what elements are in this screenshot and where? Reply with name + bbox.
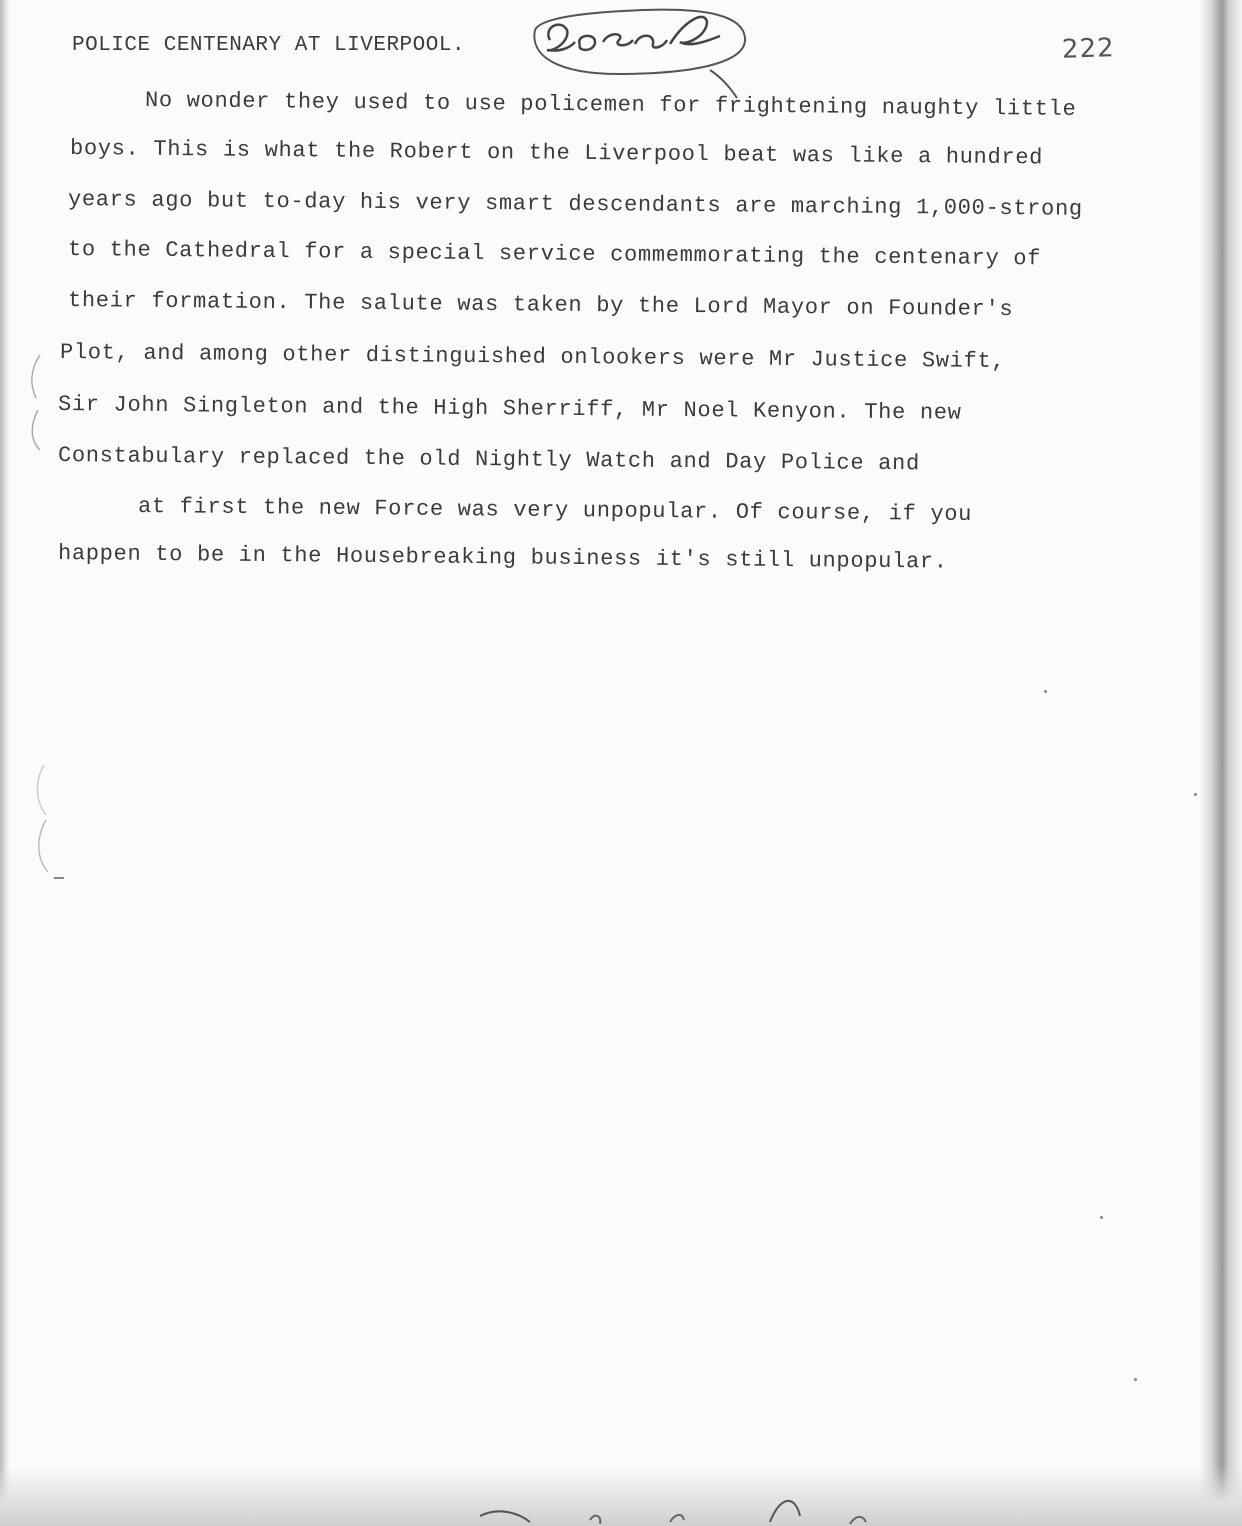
body-line-2: boys. This is what the Robert on the Liverpool beat was like a hundred — [69, 136, 1044, 171]
bottom-edge-marks-drawing — [470, 1486, 890, 1526]
body-line-10: happen to be in the Housebreaking business it's still unpopular. — [57, 541, 948, 575]
body-line-3: years ago but to-day his very smart descendants are marching 1,000-strong — [67, 187, 1083, 222]
paper-speck — [1134, 1378, 1137, 1381]
handwritten-note-drawing — [515, 0, 755, 100]
paper-left-edge — [0, 0, 10, 1526]
margin-bracket-bottom-drawing — [18, 760, 58, 880]
scanner-right-border — [1198, 0, 1242, 1526]
body-line-6: Plot, and among other distinguished onlookers were Mr Justice Swift, — [59, 340, 1006, 375]
margin-bracket-top — [18, 350, 58, 470]
body-line-9: at first the new Force was very unpopular. Of course, if you — [137, 494, 973, 528]
paper-speck — [1044, 690, 1047, 693]
paper-speck — [1100, 1216, 1103, 1219]
document-heading: POLICE CENTENARY AT LIVERPOOL. — [72, 34, 466, 57]
margin-bracket-top-drawing — [18, 350, 58, 470]
body-line-8: Constabulary replaced the old Nightly Watch and Day Police and — [57, 443, 921, 477]
body-line-7: Sir John Singleton and the High Sherriff, Mr Noel Kenyon. The new — [57, 392, 962, 426]
bottom-edge-marks — [470, 1486, 890, 1526]
body-line-1: No wonder they used to use policemen for frightening naughty little — [144, 88, 1077, 122]
handwritten-note — [515, 0, 755, 100]
margin-bracket-bottom — [18, 760, 58, 890]
handwritten-note-text: Local — [515, 0, 519, 1]
paper-speck — [54, 877, 64, 879]
body-line-4: to the Cathedral for a special service commemmorating the centenary of — [67, 237, 1042, 272]
page-number: 222 — [1061, 33, 1116, 65]
paper-speck — [1194, 793, 1197, 796]
body-line-5: their formation. The salute was taken by the Lord Mayor on Founder's — [67, 288, 1014, 323]
